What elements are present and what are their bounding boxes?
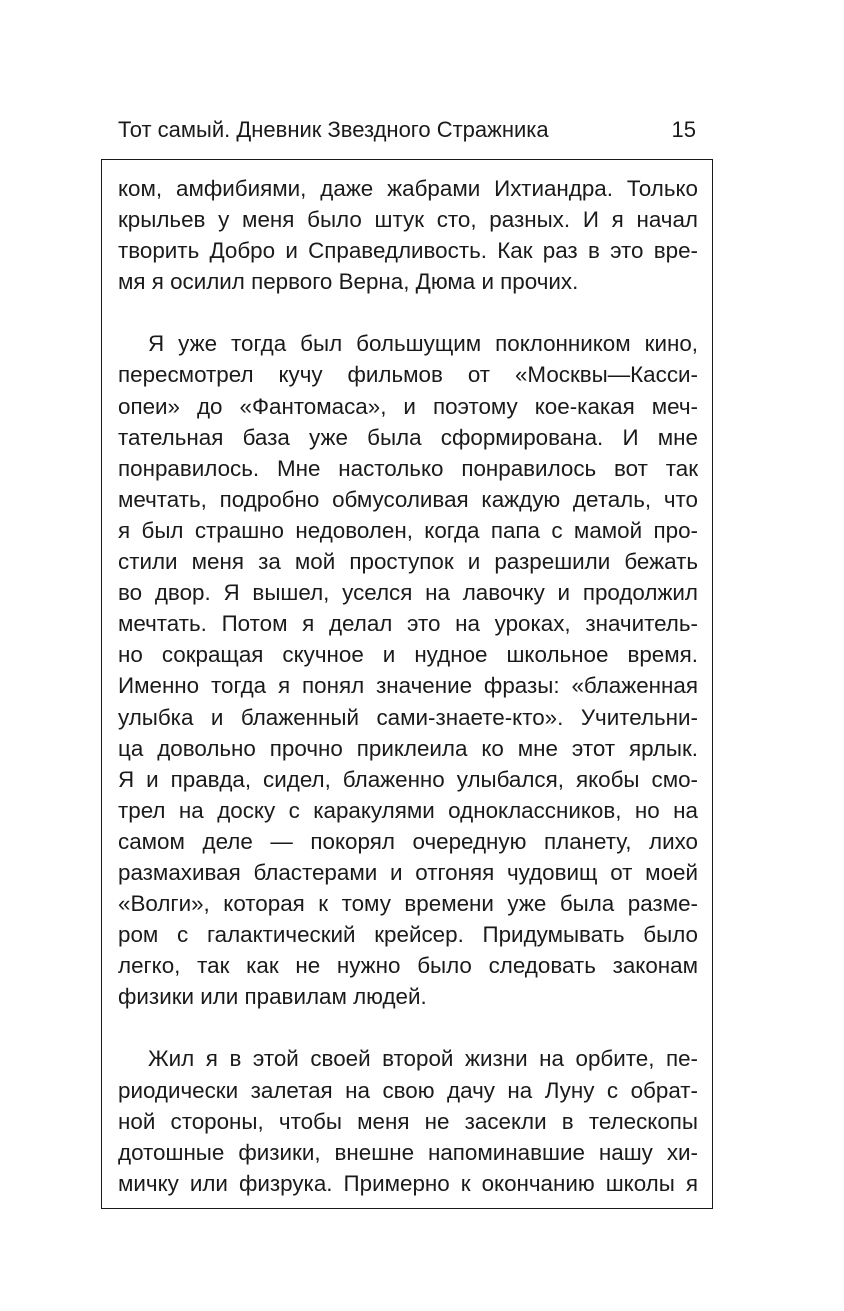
text-line: Именно тогда я понял значение фразы: «блаженная: [118, 673, 698, 699]
text-line: ком, амфибиями, даже жабрами Ихтиандра. Только: [118, 176, 698, 201]
text-line: ной стороны, чтобы меня не засекли в телескопы: [118, 1108, 698, 1134]
text-line: мечтать, подробно обмусоливая каждую деталь, что: [118, 486, 698, 512]
text-line: но сокращая скучное и нудное школьное время.: [118, 642, 698, 668]
text-line: «Волги», которая к тому времени уже была разме-: [118, 891, 698, 917]
paragraph-1: [118, 173, 698, 297]
text-line: дотошные физики, внешне напоминавшие нашу хи-: [118, 1139, 698, 1165]
text-line: трел на доску с каракулями одноклассников, но на: [118, 797, 698, 823]
text-line: я был страшно недоволен, когда папа с мамой про-: [118, 517, 698, 543]
text-line: мичку или физрука. Примерно к окончанию школы я: [118, 1170, 698, 1196]
running-header: [118, 112, 696, 148]
text-line: мя я осилил первого Верна, Дюма и прочих.: [118, 269, 579, 295]
text-line: тательная база уже была сформирована. И мне: [118, 424, 698, 450]
text-line: Жил я в этой своей второй жизни на орбите, пе-: [148, 1046, 698, 1072]
text-line: ром с галактический крейсер. Придумывать было: [118, 922, 698, 948]
text-line: Я и правда, сидел, блаженно улыбался, якобы смо-: [118, 766, 698, 792]
paragraph-3: [118, 1043, 698, 1198]
book-title: Тот самый. Дневник Звездного Стражника: [118, 117, 549, 142]
body-text: [118, 173, 698, 1199]
page-number: 15: [671, 117, 696, 142]
text-line: улыбка и блаженный сами-знаете-кто». Учительни-: [118, 704, 698, 730]
paragraph-2: [118, 328, 698, 1012]
text-line: размахивая бластерами и отгоняя чудовищ от моей: [118, 859, 698, 885]
text-line: творить Добро и Справедливость. Как раз в это вре-: [118, 238, 698, 264]
text-line: понравилось. Мне настолько понравилось вот так: [118, 455, 698, 481]
text-line: крыльев у меня было штук сто, разных. И я начал: [118, 207, 698, 233]
text-line: самом деле — покорял очередную планету, лихо: [118, 828, 698, 854]
text-line: физики или правилам людей.: [118, 984, 427, 1010]
text-line: Я уже тогда был большущим поклонником кино,: [148, 331, 698, 357]
text-line: стили меня за мой проступок и разрешили бежать: [118, 549, 698, 575]
text-line: мечтать. Потом я делал это на уроках, значитель-: [118, 611, 698, 637]
text-line: легко, так как не нужно было следовать законам: [118, 953, 698, 979]
text-line: во двор. Я вышел, уселся на лавочку и продолжил: [118, 580, 698, 606]
text-line: риодически залетая на свою дачу на Луну с обрат-: [118, 1077, 698, 1103]
text-line: опеи» до «Фантомаса», и поэтому кое-какая меч-: [118, 393, 698, 419]
text-line: ца довольно прочно приклеила ко мне этот ярлык.: [118, 735, 698, 761]
text-line: пересмотрел кучу фильмов от «Москвы—Касси-: [118, 362, 698, 388]
